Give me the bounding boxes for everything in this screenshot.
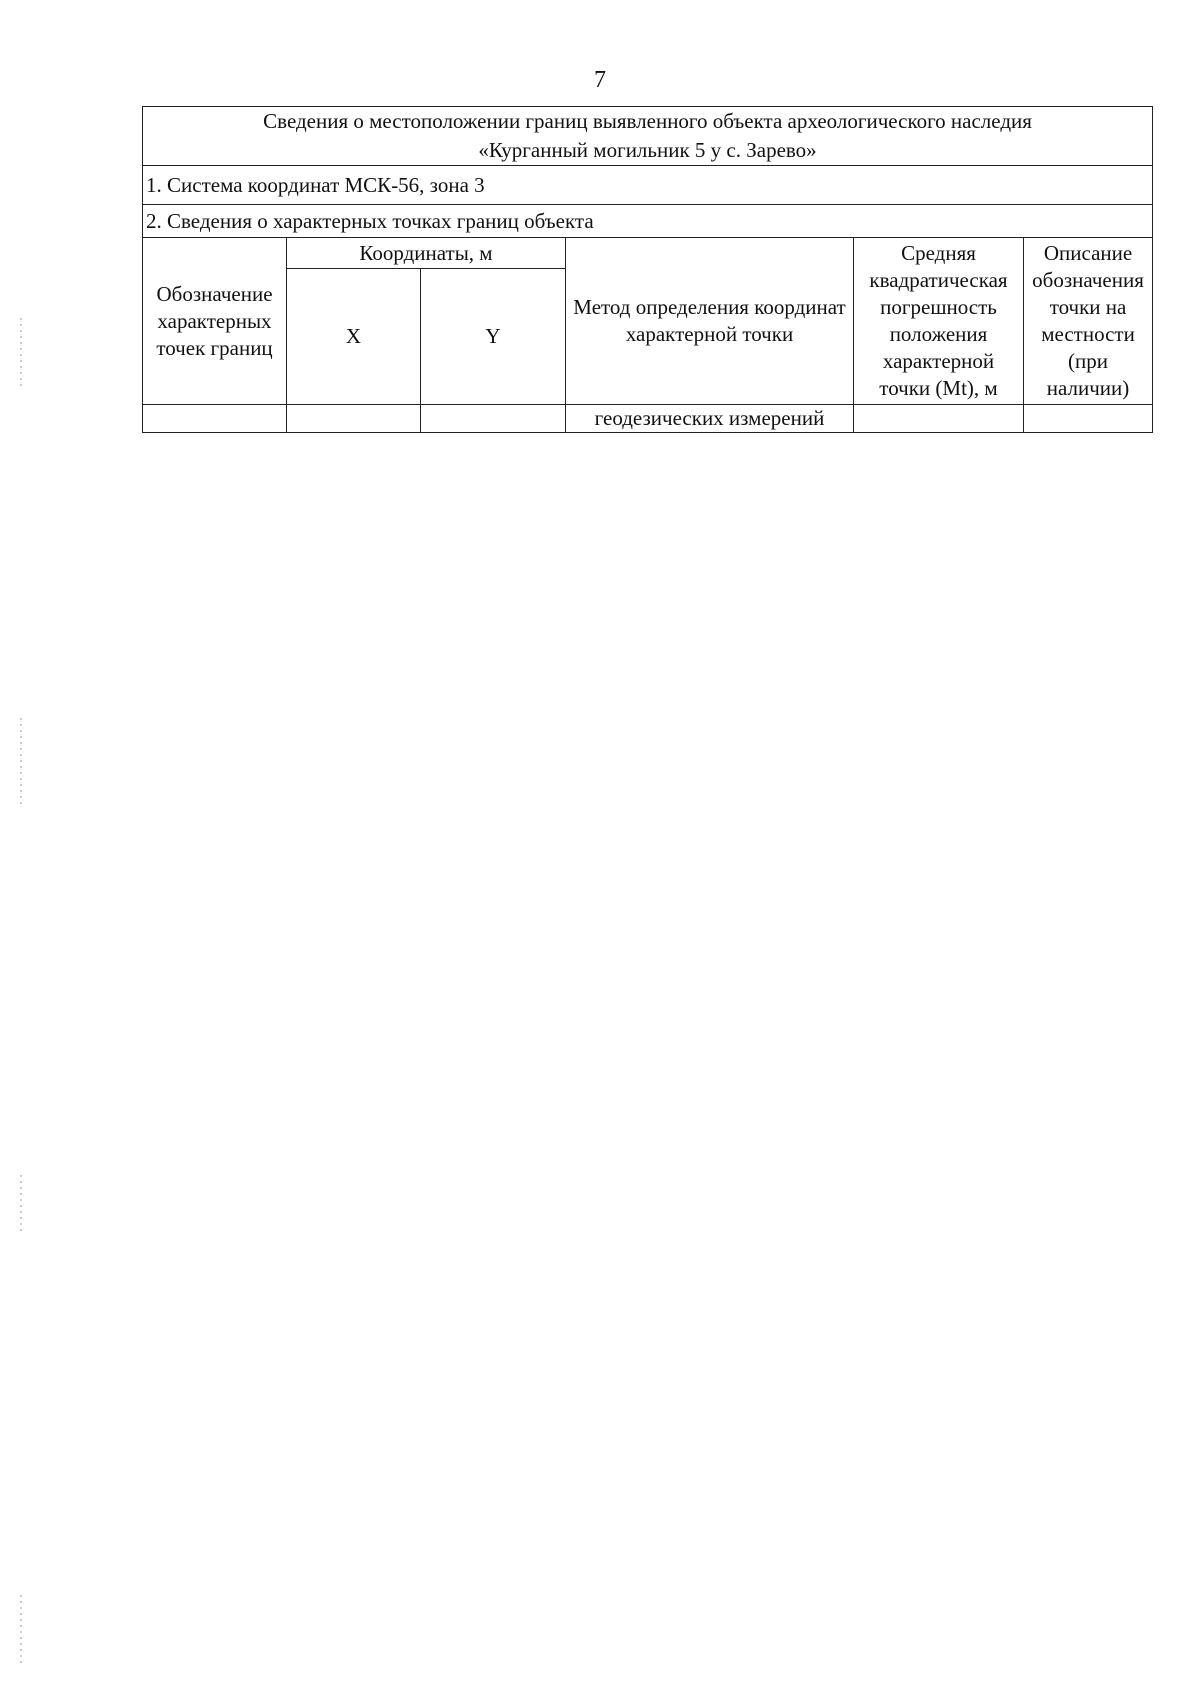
coordinate-system-row <box>143 166 1153 205</box>
empty-cell <box>854 405 1024 433</box>
scan-artifact <box>20 318 22 388</box>
scan-artifact <box>20 1175 22 1235</box>
table-title-line-2: «Курганный могильник 5 у с. Зарево» <box>478 138 817 162</box>
characteristic-points-cell: 2. Сведения о характерных точках границ объекта <box>143 205 1153 238</box>
scan-artifact <box>20 718 22 808</box>
coordinate-system-cell: 1. Система координат МСК-56, зона 3 <box>143 166 1153 205</box>
header-row-1 <box>143 238 1153 269</box>
header-method-continued: геодезических измерений <box>566 405 854 433</box>
table-title-line-1: Сведения о местоположении границ выявленного объекта археологического наследия <box>263 109 1032 133</box>
empty-cell <box>287 405 421 433</box>
empty-cell <box>143 405 287 433</box>
empty-cell <box>421 405 566 433</box>
page-number: 7 <box>594 67 606 93</box>
header-designation: Обозначение характерных точек границ <box>143 238 287 405</box>
header-coordinates: Координаты, м <box>287 238 566 269</box>
table-title <box>143 107 1153 166</box>
table-title-row <box>143 107 1153 166</box>
header-row-3 <box>143 405 1153 433</box>
boundary-info-table <box>142 106 1153 433</box>
header-x: X <box>287 269 421 405</box>
scan-artifact <box>20 1595 22 1665</box>
header-description: Описание обозначения точки на местности (при наличии) <box>1024 238 1153 405</box>
header-error: Средняя квадратическая погрешность положения характерной точки (Mt), м <box>854 238 1024 405</box>
header-method: Метод определения координат характерной точки <box>566 238 854 405</box>
header-y: Y <box>421 269 566 405</box>
empty-cell <box>1024 405 1153 433</box>
characteristic-points-row <box>143 205 1153 238</box>
